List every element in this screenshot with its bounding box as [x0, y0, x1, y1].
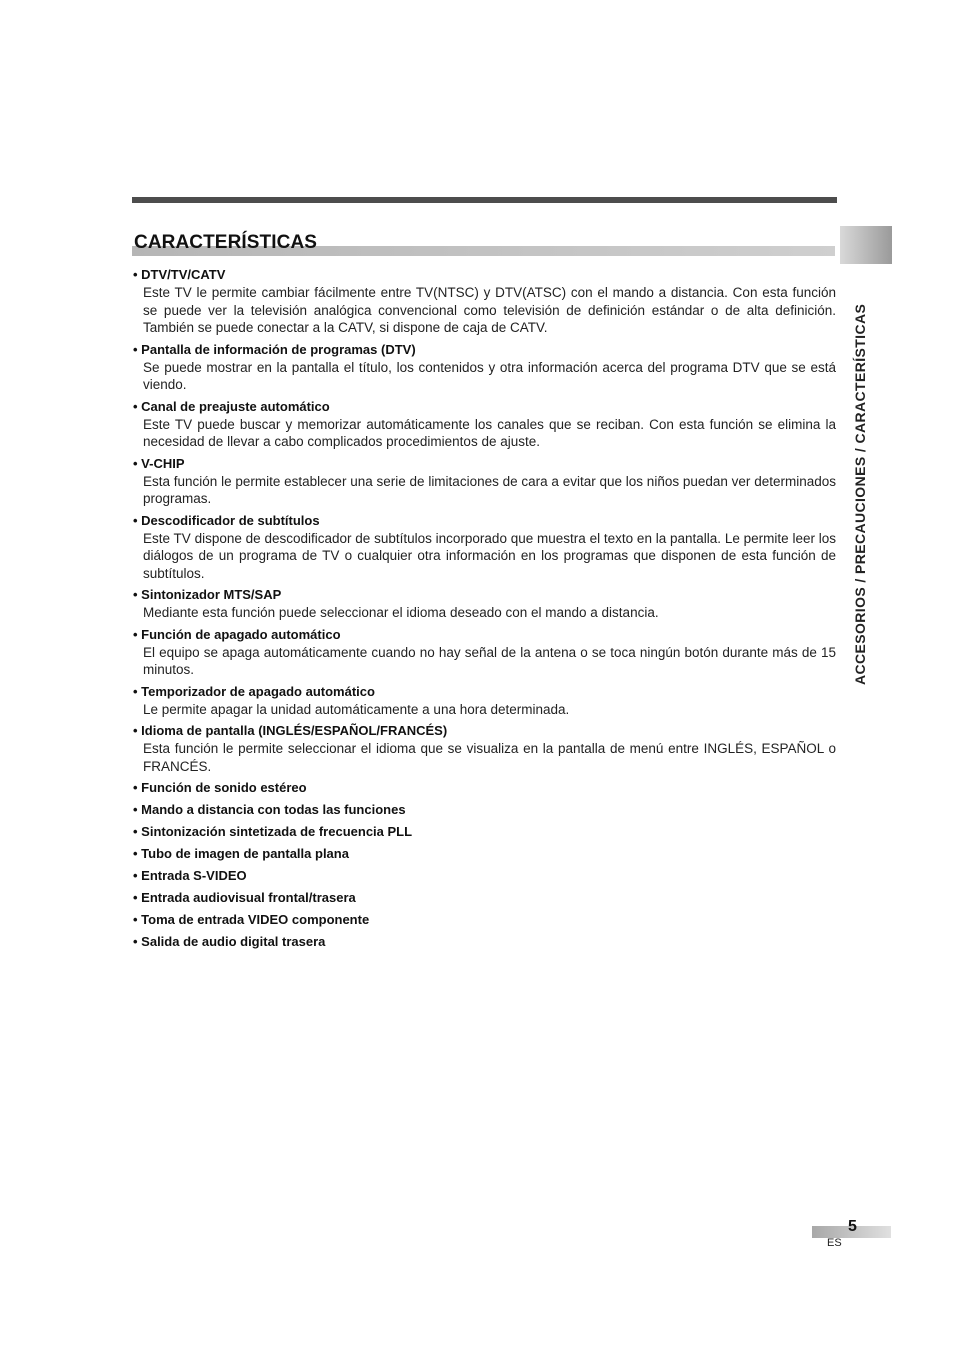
feature-title: • Temporizador de apagado automático: [133, 683, 375, 699]
feature-title: • V-CHIP: [133, 455, 185, 471]
feature-description: Mediante esta función puede seleccionar el idioma deseado con el mando a distancia.: [143, 605, 659, 620]
feature-title: • Pantalla de información de programas (DTV): [133, 341, 416, 357]
feature-item: [133, 779, 836, 797]
feature-title: • Tubo de imagen de pantalla plana: [133, 846, 349, 861]
feature-description: Esta función le permite establecer una serie de limitaciones de cara a evitar que los niños puedan ver determinados programas.: [143, 473, 836, 506]
section-heading: [132, 232, 835, 258]
feature-item: [133, 845, 836, 863]
feature-description: Esta función le permite seleccionar el idioma que se visualiza en la pantalla de menú entre INGLÉS, ESPAÑOL o FRANCÉS.: [143, 741, 836, 774]
feature-item: [133, 455, 836, 508]
feature-item: [133, 933, 836, 951]
feature-list: [133, 266, 836, 955]
side-section-label: ACCESORIOS / PRECAUCIONES / CARACTERÍSTICAS: [852, 303, 868, 685]
feature-item: [133, 911, 836, 929]
feature-item: [133, 398, 836, 451]
feature-title: • Sintonizador MTS/SAP: [133, 587, 282, 602]
feature-item: [133, 823, 836, 841]
page-number: 5: [848, 1218, 857, 1235]
feature-title: • Entrada audiovisual frontal/trasera: [133, 890, 356, 905]
top-rule: [132, 197, 837, 203]
feature-item: [133, 683, 836, 719]
feature-item: [133, 341, 836, 394]
feature-title: • DTV/TV/CATV: [133, 267, 226, 282]
feature-title: • Mando a distancia con todas las funciones: [133, 802, 406, 817]
feature-description: Este TV dispone de descodificador de subtítulos incorporado que muestra el texto en la pantalla. Le permite leer los diálogos de un programa de TV o cualquier otra información en los programas que disponen de esta función de subtítulos.: [143, 530, 836, 581]
page-language-code: ES: [827, 1237, 842, 1249]
feature-description: Le permite apagar la unidad automáticamente a una hora determinada.: [143, 701, 570, 717]
feature-title: • Canal de preajuste automático: [133, 398, 330, 414]
feature-description: El equipo se apaga automáticamente cuando no hay señal de la antena o se toca ningún botón durante más de 15 minutos.: [143, 644, 836, 677]
feature-item: [133, 512, 836, 583]
feature-title: • Descodificador de subtítulos: [133, 512, 320, 528]
feature-title: • Entrada S-VIDEO: [133, 868, 247, 883]
page-title: CARACTERÍSTICAS: [134, 232, 318, 253]
feature-item: [133, 626, 836, 679]
side-tab: [840, 226, 892, 264]
feature-title: • Función de apagado automático: [133, 626, 341, 642]
feature-description: Se puede mostrar en la pantalla el título, los contenidos y otra información acerca del programa DTV que se está viendo.: [143, 359, 836, 392]
feature-title: • Idioma de pantalla (INGLÉS/ESPAÑOL/FRANCÉS): [133, 723, 448, 738]
feature-item: [133, 801, 836, 819]
feature-title: • Función de sonido estéreo: [133, 780, 307, 795]
feature-description: Este TV le permite cambiar fácilmente entre TV(NTSC) y DTV(ATSC) con el mando a distancia. Con esta función se puede ver la televisión analógica convencional como televisión de definición estándar o de alta definición. También se puede conectar a la CATV, si dispone de caja de CATV.: [143, 285, 836, 335]
feature-title: • Sintonización sintetizada de frecuencia PLL: [133, 824, 413, 839]
feature-item: [133, 722, 836, 775]
feature-title: • Toma de entrada VIDEO componente: [133, 912, 370, 927]
feature-title: • Salida de audio digital trasera: [133, 934, 326, 949]
feature-item: [133, 889, 836, 907]
feature-description: Este TV puede buscar y memorizar automáticamente los canales que se reciban. Con esta función se elimina la necesidad de llevar a cabo complicados procedimientos de ajuste.: [143, 416, 836, 449]
feature-item: [133, 586, 836, 622]
feature-item: [133, 867, 836, 885]
feature-item: [133, 266, 836, 337]
